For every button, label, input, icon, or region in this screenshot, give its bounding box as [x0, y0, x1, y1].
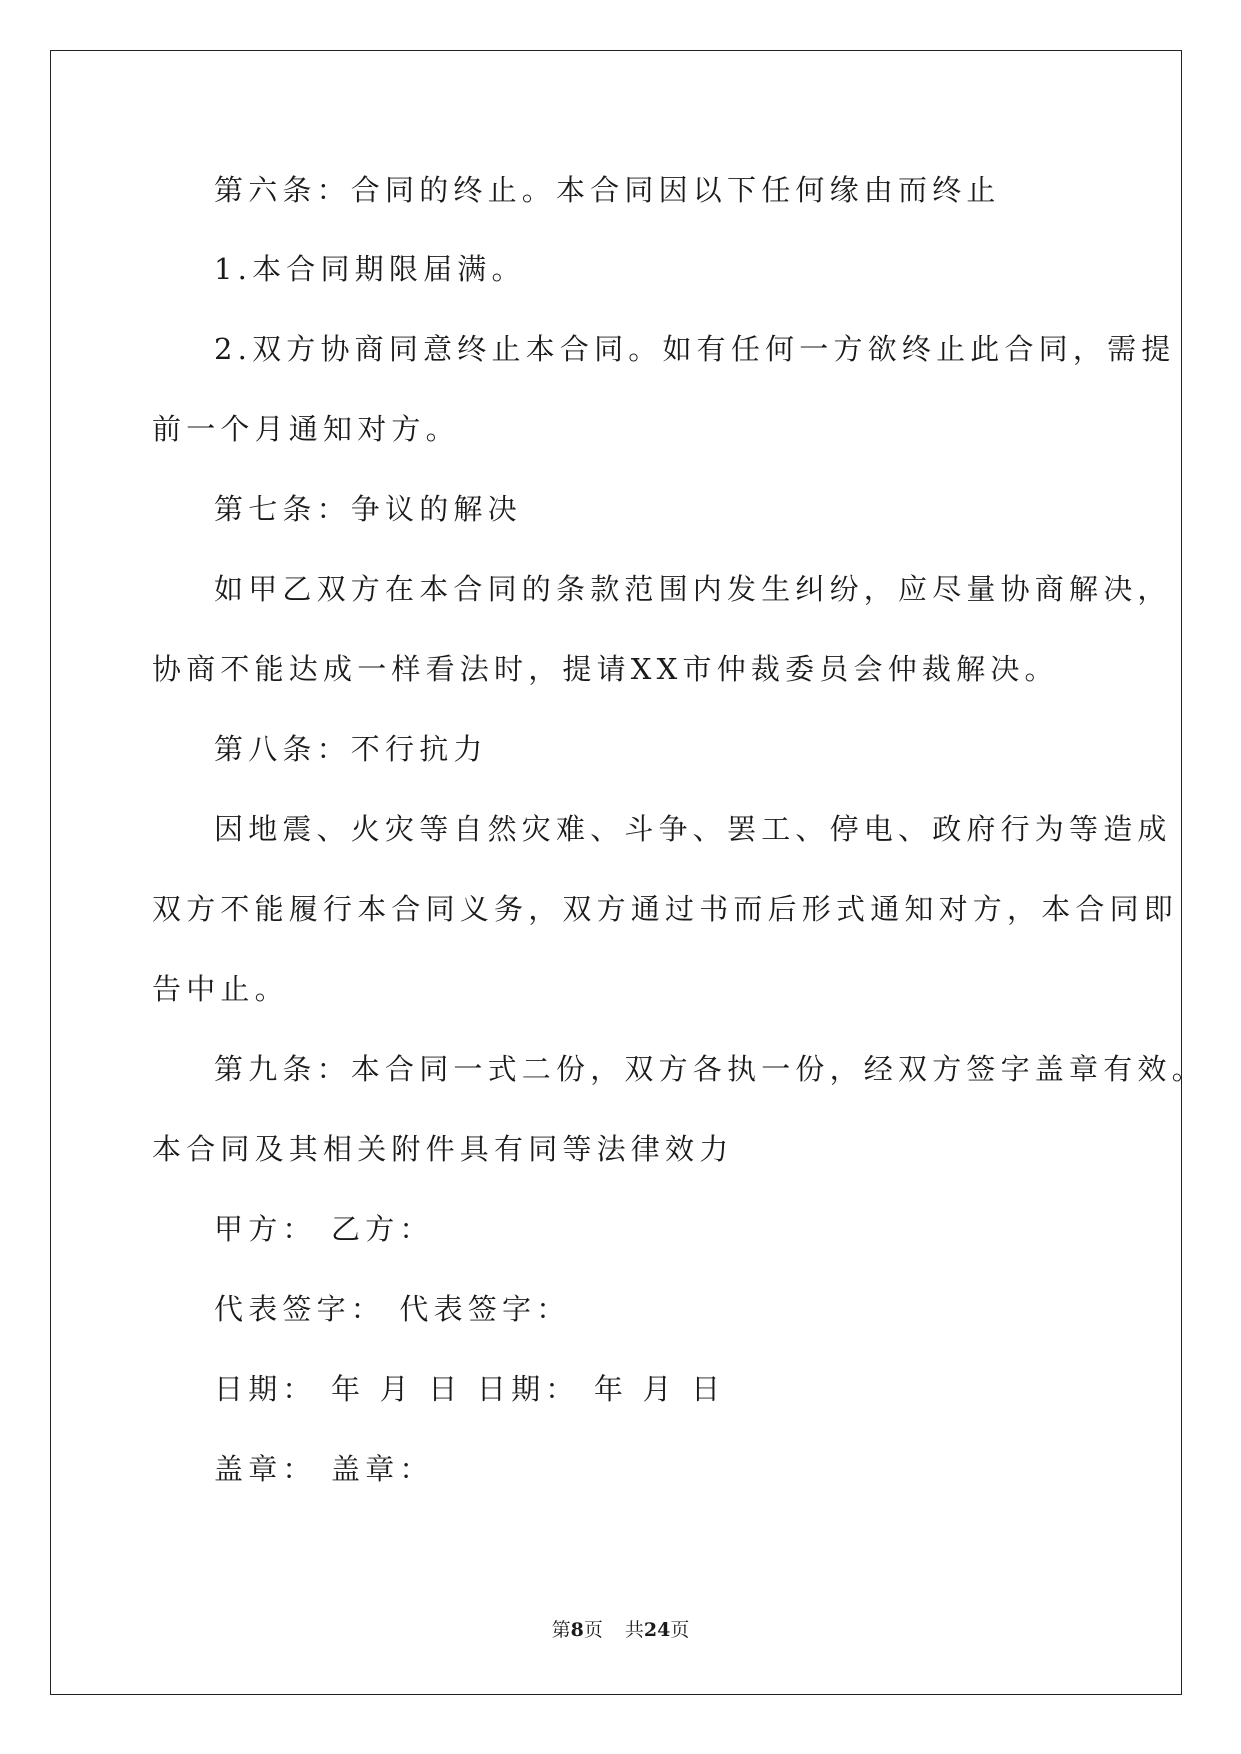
page-border — [50, 50, 1182, 1695]
article9-body-line1: 第九条：本合同一式二份，双方各执一份，经双方签字盖章有效。 — [214, 1052, 1206, 1086]
footer-page-prefix: 第 — [551, 1619, 571, 1641]
article6-item2-line2: 前一个月通知对方。 — [152, 412, 460, 446]
footer-total-suffix: 页 — [670, 1619, 690, 1641]
signature-parties: 甲方： 乙方： — [214, 1212, 434, 1246]
signature-dates: 日期： 年 月 日 日期： 年 月 日 — [214, 1372, 726, 1406]
article7-body-line1: 如甲乙双方在本合同的条款范围内发生纠纷，应尽量协商解决， — [214, 572, 1172, 606]
footer-total-prefix: 共 — [624, 1619, 644, 1641]
page-footer — [0, 1615, 1241, 1642]
article6-item2-line1: 2.双方协商同意终止本合同。如有任何一方欲终止此合同，需提 — [214, 332, 1176, 366]
footer-page-number: 8 — [570, 1619, 584, 1641]
article8-body-line2: 双方不能履行本合同义务，双方通过书而后形式通知对方，本合同即 — [152, 892, 1179, 926]
article8-body-line3: 告中止。 — [152, 972, 289, 1006]
article7-heading: 第七条：争议的解决 — [214, 492, 522, 526]
article7-body-line2: 协商不能达成一样看法时，提请XX市仲裁委员会仲裁解决。 — [152, 652, 1059, 686]
signature-seals: 盖章： 盖章： — [214, 1452, 434, 1486]
footer-total-pages: 24 — [643, 1619, 671, 1641]
article8-heading: 第八条：不行抗力 — [214, 732, 488, 766]
signature-representatives: 代表签字： 代表签字： — [214, 1292, 571, 1326]
article6-item1: 1.本合同期限届满。 — [214, 252, 526, 286]
article6-heading: 第六条：合同的终止。本合同因以下任何缘由而终止 — [214, 173, 1001, 207]
footer-page-suffix: 页 — [583, 1619, 603, 1641]
article9-body-line2: 本合同及其相关附件具有同等法律效力 — [152, 1132, 734, 1166]
article8-body-line1: 因地震、火灾等自然灾难、斗争、罢工、停电、政府行为等造成 — [214, 812, 1172, 846]
